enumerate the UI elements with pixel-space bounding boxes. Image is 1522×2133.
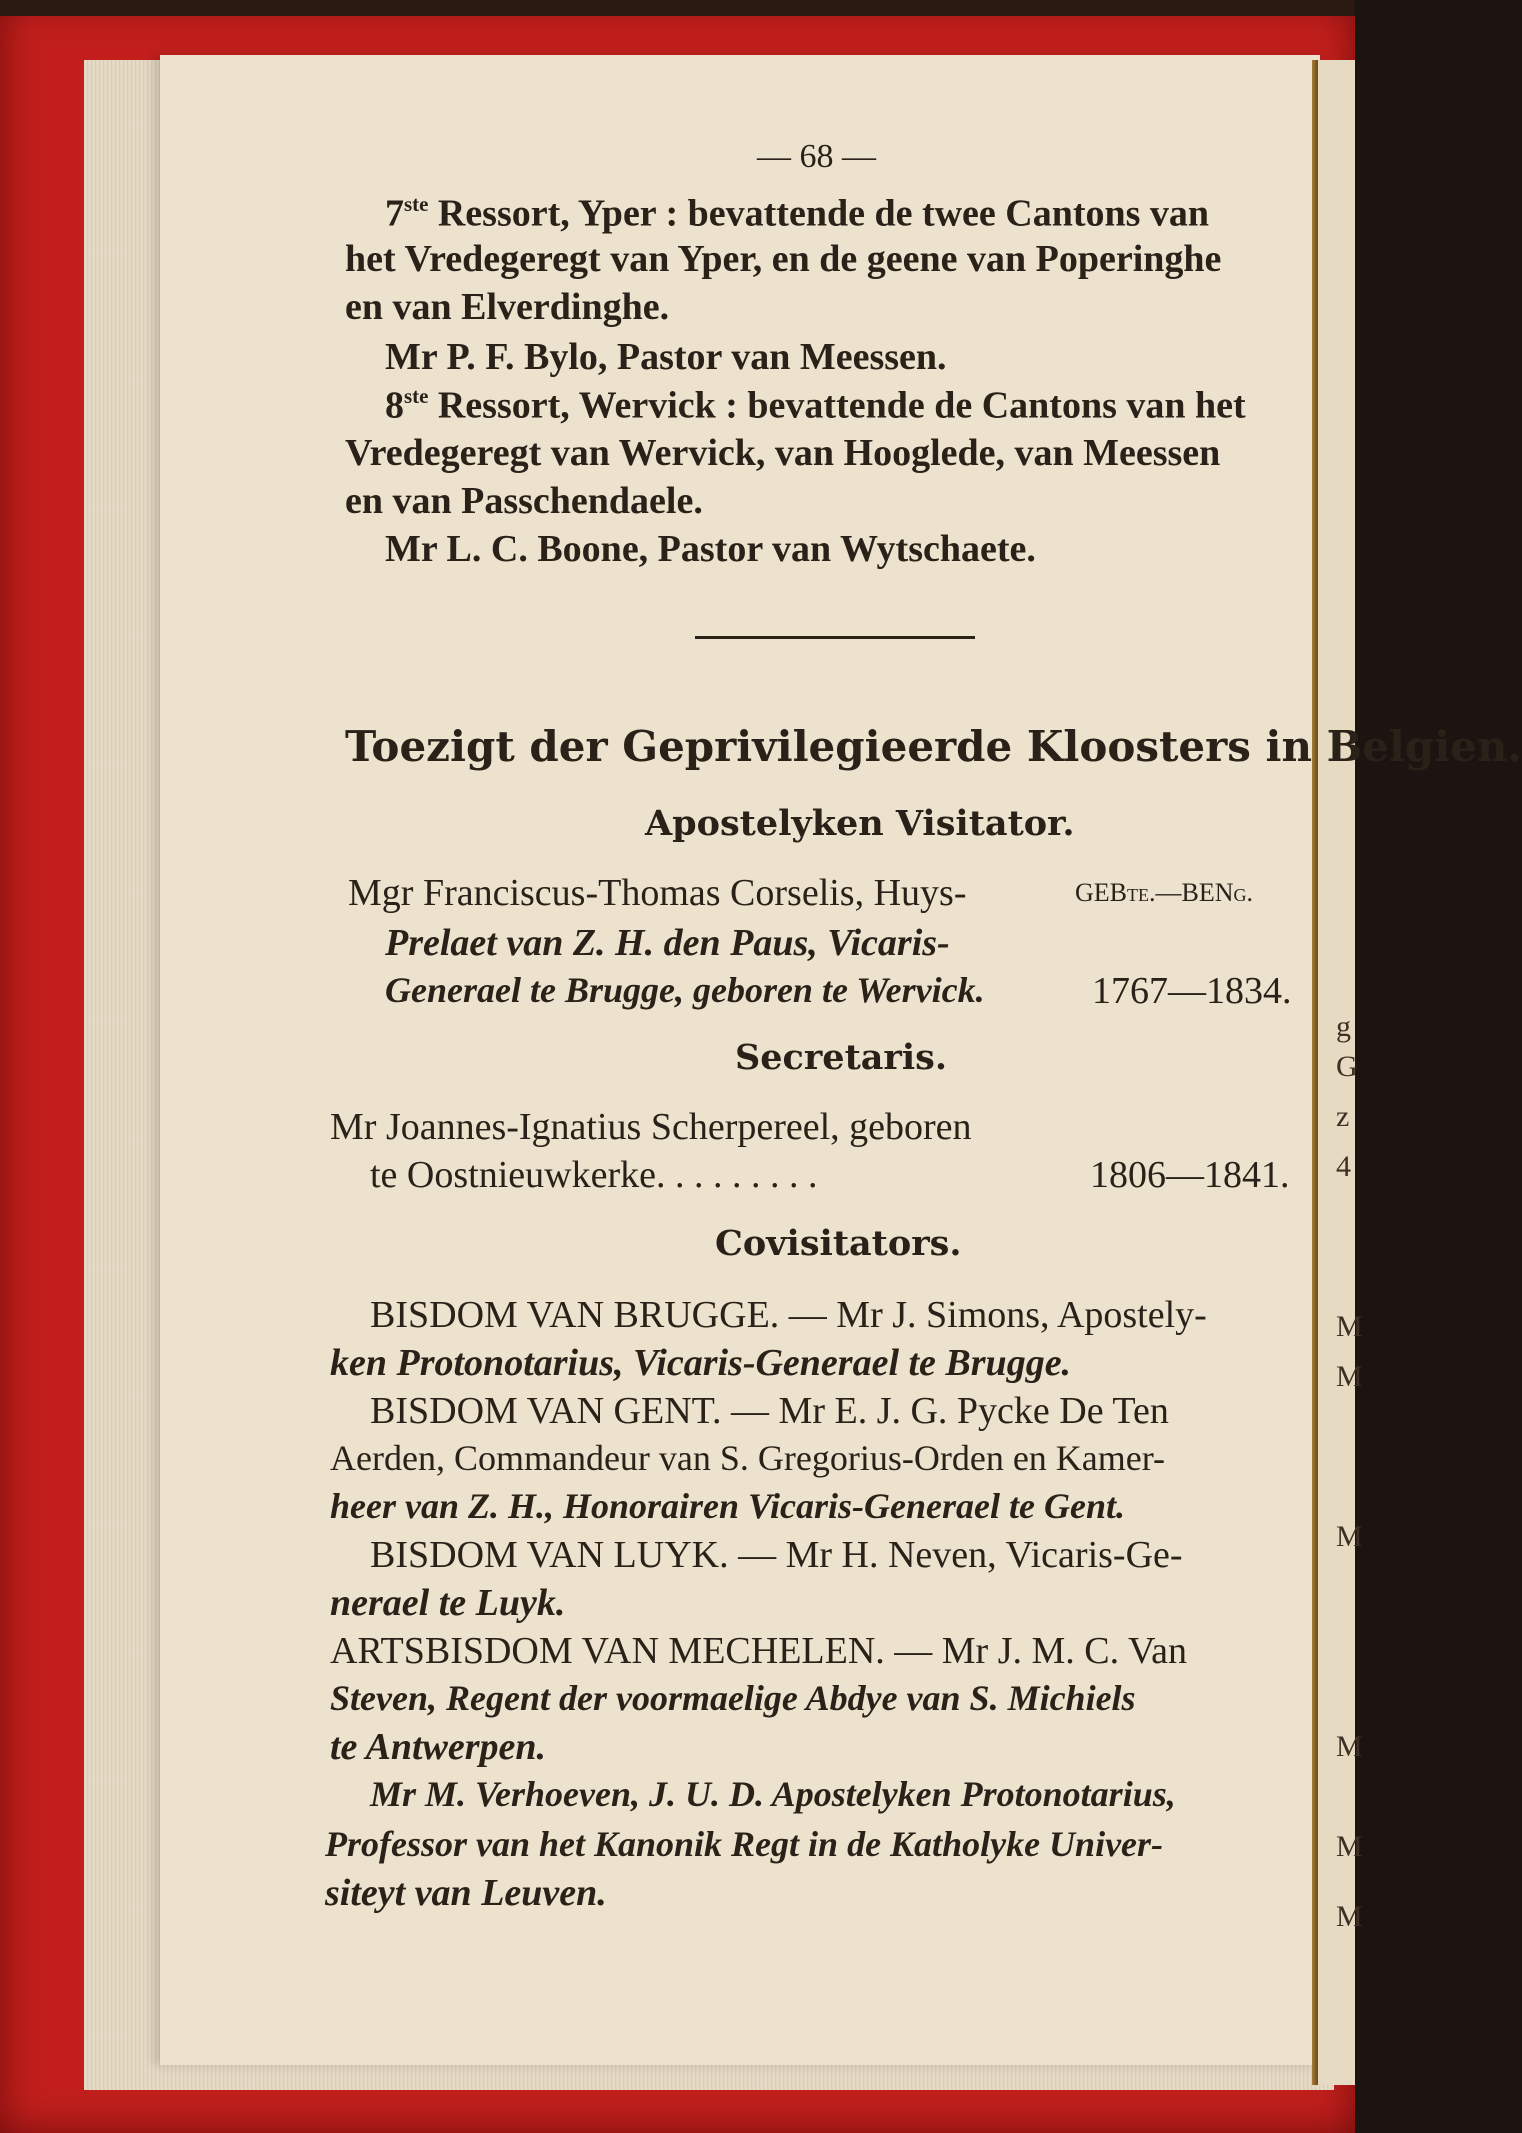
covisitator-line: siteyt van Leuven. (325, 1872, 607, 1914)
covisitators-heading: Covisitators. (715, 1223, 962, 1264)
covisitator-line: BISDOM VAN LUYK. — Mr H. Neven, Vicaris-Ge- (370, 1534, 1183, 1576)
visitator-line-2: Prelaet van Z. H. den Paus, Vicaris- (385, 922, 950, 964)
background-strip (0, 0, 1355, 16)
edge-glyph: G (1336, 1050, 1358, 1083)
ressort-8-line-1: 8ste Ressort, Wervick : bevattende de Cantons van het (385, 384, 1246, 427)
edge-glyph: z (1336, 1100, 1350, 1133)
visitator-years: 1767—1834. (1092, 970, 1292, 1012)
covisitator-line: ARTSBISDOM VAN MECHELEN. — Mr J. M. C. Van (330, 1630, 1188, 1672)
secretaris-line-2: te Oostnieuwkerke. . . . . . . . . (370, 1154, 818, 1196)
visitator-heading: Apostelyken Visitator. (645, 803, 1075, 844)
secretaris-heading: Secretaris. (735, 1037, 948, 1078)
ressort-7-line-1: 7ste Ressort, Yper : bevattende de twee Cantons van (385, 192, 1210, 235)
edge-glyph: 4 (1336, 1150, 1351, 1183)
covisitator-line: BISDOM VAN GENT. — Mr E. J. G. Pycke De Ten (370, 1390, 1169, 1432)
secretaris-line-1: Mr Joannes-Ignatius Scherpereel, geboren (330, 1106, 972, 1148)
edge-glyph: M (1336, 1730, 1363, 1763)
ressort-7-pastor: Mr P. F. Bylo, Pastor van Meessen. (385, 336, 947, 378)
section-divider (695, 636, 975, 639)
visitator-line-3: Generael te Brugge, geboren te Wervick. (385, 970, 985, 1010)
section-title: Toezigt der Geprivilegieerde Kloosters in Belgien. (345, 722, 1522, 771)
covisitator-line: Steven, Regent der voormaelige Abdye van S. Michiels (330, 1678, 1136, 1718)
ressort-7-line-3: en van Elverdinghe. (345, 286, 670, 328)
covisitator-line: ken Protonotarius, Vicaris-Generael te Brugge. (330, 1342, 1072, 1384)
ressort-7-line-2: het Vredegeregt van Yper, en de geene van Poperinghe (345, 238, 1222, 280)
edge-glyph: M (1336, 1830, 1363, 1863)
edge-glyph: M (1336, 1310, 1363, 1343)
edge-glyph: M (1336, 1360, 1363, 1393)
covisitator-line: te Antwerpen. (330, 1726, 547, 1768)
covisitator-line: heer van Z. H., Honorairen Vicaris-Generael te Gent. (330, 1486, 1125, 1526)
edge-glyph: M (1336, 1520, 1363, 1553)
facing-page-edge (1318, 60, 1363, 2085)
ressort-8-line-2: Vredegeregt van Wervick, van Hooglede, van Meessen (345, 432, 1221, 474)
page-number: — 68 — (757, 138, 876, 175)
visitator-line-1: Mgr Franciscus-Thomas Corselis, Huys- (348, 872, 967, 914)
ressort-8-pastor: Mr L. C. Boone, Pastor van Wytschaete. (385, 528, 1036, 570)
covisitator-line: nerael te Luyk. (330, 1582, 566, 1624)
edge-glyph: M (1336, 1900, 1363, 1933)
visitator-dates-label: GEBte.—BENg. (1075, 878, 1253, 907)
covisitator-line: Aerden, Commandeur van S. Gregorius-Orden en Kamer- (330, 1438, 1166, 1478)
covisitator-line: BISDOM VAN BRUGGE. — Mr J. Simons, Apostely- (370, 1294, 1207, 1336)
secretaris-years: 1806—1841. (1090, 1154, 1290, 1196)
ressort-8-line-3: en van Passchendaele. (345, 480, 703, 522)
edge-glyph: g (1336, 1010, 1351, 1043)
covisitator-line: Professor van het Kanonik Regt in de Katholyke Univer- (325, 1824, 1164, 1864)
covisitator-line: Mr M. Verhoeven, J. U. D. Apostelyken Protonotarius, (370, 1774, 1176, 1814)
